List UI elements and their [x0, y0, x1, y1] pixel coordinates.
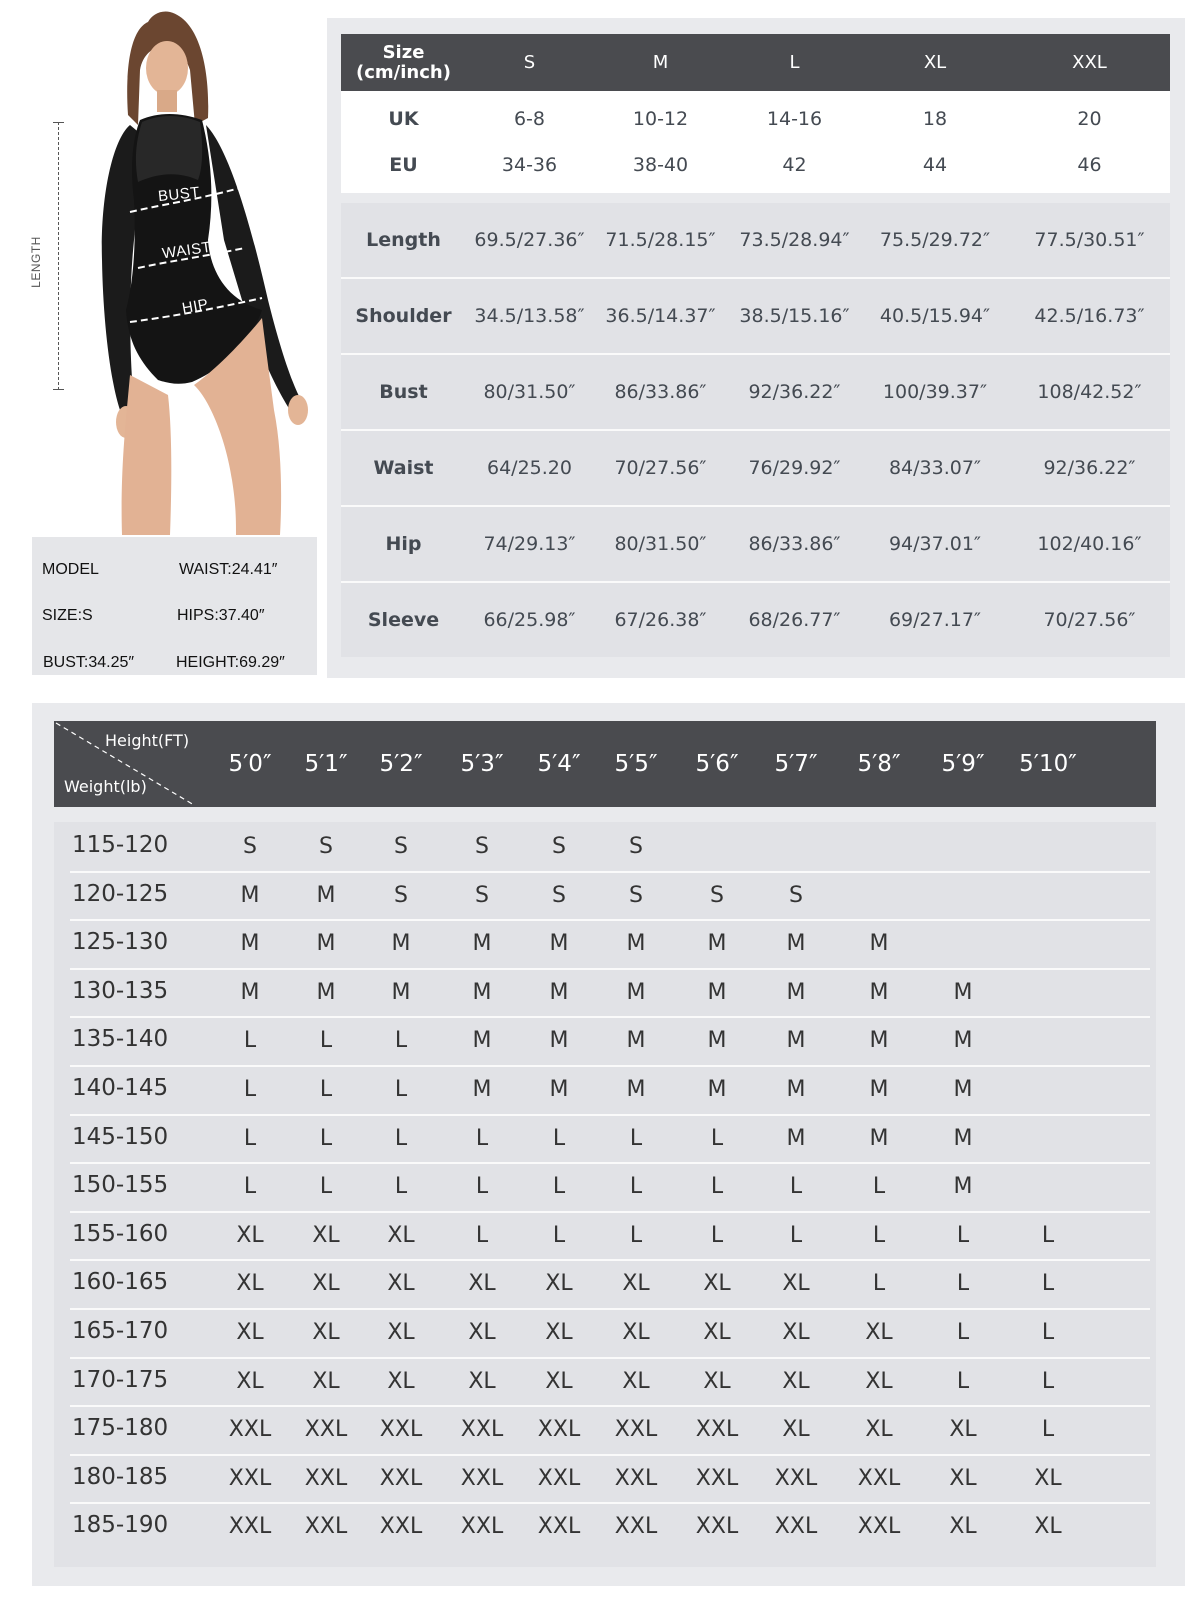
size-recommendation: S — [475, 834, 489, 859]
weight-range: 125-130 — [72, 929, 169, 956]
region-value: 46 — [1077, 154, 1102, 176]
size-recommendation: L — [319, 1174, 333, 1200]
size-recommendation: S — [394, 834, 408, 859]
size-recommendation: XL — [468, 1320, 496, 1345]
weight-row — [70, 871, 1150, 922]
size-recommendation: XL — [703, 1271, 731, 1297]
size-col-header: L — [789, 52, 800, 73]
size-recommendation: S — [629, 834, 643, 859]
size-recommendation: XXL — [228, 1514, 272, 1540]
height-column-header: 5′9″ — [941, 751, 985, 777]
size-recommendation: XXL — [537, 1417, 581, 1443]
size-recommendation: L — [956, 1271, 970, 1297]
size-recommendation: XXL — [614, 1514, 658, 1540]
region-value: 10-12 — [632, 108, 689, 130]
weight-row — [70, 1454, 1150, 1505]
region-value: 20 — [1077, 108, 1102, 130]
size-col-header: M — [652, 52, 669, 73]
size-recommendation: M — [786, 1077, 806, 1102]
size-recommendation: M — [240, 979, 260, 1005]
measurement-value: 68/26.77″ — [748, 609, 841, 631]
measurement-value: 42.5/16.73″ — [1034, 305, 1145, 327]
size-recommendation: XL — [622, 1368, 650, 1394]
size-recommendation: XL — [1034, 1514, 1062, 1540]
weight-row — [70, 1114, 1150, 1165]
weight-range: 130-135 — [72, 977, 169, 1004]
size-recommendation: L — [1041, 1417, 1055, 1443]
size-recommendation: L — [1041, 1320, 1055, 1345]
size-recommendation: XL — [387, 1368, 415, 1394]
measurement-label: Bust — [379, 381, 428, 403]
size-recommendation: M — [240, 931, 260, 957]
weight-row — [70, 968, 1150, 1019]
size-recommendation: M — [626, 1028, 646, 1054]
measurement-value: 66/25.98″ — [483, 609, 576, 631]
size-recommendation: M — [707, 1028, 727, 1054]
measurement-value: 74/29.13″ — [483, 533, 576, 555]
size-recommendation: L — [956, 1222, 970, 1248]
height-column-header: 5′5″ — [614, 751, 658, 777]
size-recommendation: M — [626, 979, 646, 1005]
weight-range: 175-180 — [72, 1415, 169, 1442]
height-column-header: 5′0″ — [228, 751, 272, 777]
size-recommendation: XL — [782, 1320, 810, 1345]
size-recommendation: L — [475, 1222, 489, 1248]
size-recommendation: XL — [949, 1514, 977, 1540]
size-recommendation: S — [475, 882, 489, 908]
size-recommendation: S — [710, 882, 724, 908]
measurement-value: 38.5/15.16″ — [739, 305, 850, 327]
size-recommendation: XL — [387, 1320, 415, 1345]
size-recommendation: M — [869, 1125, 889, 1151]
height-column-header: 5′6″ — [695, 751, 739, 777]
size-recommendation: XL — [782, 1271, 810, 1297]
measurement-value: 94/37.01″ — [888, 533, 982, 555]
weight-row — [70, 1162, 1150, 1213]
size-recommendation: XXL — [614, 1417, 658, 1443]
size-recommendation: M — [549, 1077, 569, 1102]
size-recommendation: L — [629, 1125, 643, 1151]
size-recommendation: XL — [703, 1320, 731, 1345]
size-recommendation: M — [953, 1125, 973, 1151]
length-indicator — [58, 122, 59, 390]
weight-range: 140-145 — [72, 1075, 169, 1101]
model-height: HEIGHT:69.29″ — [176, 654, 285, 671]
weight-range: 170-175 — [72, 1366, 169, 1393]
measurement-row — [341, 355, 1170, 431]
size-header-title — [341, 43, 466, 83]
weight-range: 150-155 — [72, 1172, 169, 1199]
size-recommendation: M — [953, 979, 973, 1005]
weight-range: 155-160 — [72, 1220, 169, 1247]
size-recommendation: S — [319, 834, 333, 859]
size-recommendation: XL — [949, 1465, 977, 1491]
size-recommendation: XXL — [304, 1514, 348, 1540]
measurement-value: 80/31.50″ — [483, 381, 576, 403]
size-recommendation: XXL — [857, 1514, 901, 1540]
weight-range: 120-125 — [72, 880, 169, 907]
measurement-value: 92/36.22″ — [1043, 457, 1136, 479]
size-recommendation: XL — [387, 1222, 415, 1248]
size-recommendation: XXL — [379, 1514, 423, 1540]
size-recommendation: XL — [545, 1320, 573, 1345]
size-recommendation: XXL — [537, 1514, 581, 1540]
size-recommendation: M — [316, 979, 336, 1005]
size-recommendation: XL — [387, 1271, 415, 1297]
size-recommendation: XL — [312, 1271, 340, 1297]
measurement-label: Hip — [385, 533, 422, 555]
size-recommendation: XL — [865, 1320, 893, 1345]
height-column-header: 5′10″ — [1019, 751, 1077, 777]
size-recommendation: XXL — [774, 1514, 818, 1540]
measurement-label: Sleeve — [367, 609, 440, 631]
size-recommendation: XL — [545, 1271, 573, 1297]
weight-axis-label: Weight(lb) — [64, 777, 147, 796]
weight-range: 160-165 — [72, 1269, 169, 1296]
measurement-value: 80/31.50″ — [614, 533, 707, 555]
region-value: 44 — [922, 154, 948, 176]
size-recommendation: L — [243, 1125, 257, 1151]
size-recommendation: XL — [236, 1368, 264, 1394]
size-recommendation: M — [786, 1125, 806, 1151]
region-value: 18 — [922, 108, 948, 130]
model-heading: MODEL — [42, 561, 99, 578]
size-recommendation: M — [786, 979, 806, 1005]
size-recommendation: L — [552, 1222, 566, 1248]
size-recommendation: XL — [468, 1271, 496, 1297]
size-recommendation: L — [789, 1174, 803, 1200]
size-recommendation: XL — [236, 1320, 264, 1345]
measurement-row — [341, 431, 1170, 507]
size-chart-panel — [327, 18, 1185, 678]
size-recommendation: L — [1041, 1222, 1055, 1248]
size-recommendation: XXL — [304, 1417, 348, 1443]
size-recommendation: M — [472, 931, 492, 957]
size-recommendation: XXL — [304, 1465, 348, 1491]
size-col-header: XL — [923, 52, 947, 73]
weight-range: 115-120 — [72, 832, 169, 858]
size-recommendation: XXL — [460, 1465, 504, 1491]
measurement-value: 102/40.16″ — [1037, 533, 1142, 555]
height-column-header: 5′4″ — [537, 751, 581, 777]
size-recommendation: XXL — [379, 1417, 423, 1443]
height-weight-header — [54, 721, 1156, 807]
measurement-value: 70/27.56″ — [1043, 609, 1136, 631]
measurement-row — [341, 583, 1170, 657]
size-recommendation: XL — [949, 1417, 977, 1443]
size-recommendation: M — [953, 1174, 973, 1200]
height-column-header: 5′3″ — [460, 751, 504, 777]
measurement-value: 67/26.38″ — [614, 609, 707, 631]
weight-range: 180-185 — [72, 1463, 169, 1490]
size-recommendation: L — [394, 1125, 408, 1151]
size-recommendation: L — [710, 1174, 724, 1200]
model-illustration — [30, 0, 320, 535]
size-recommendation: L — [956, 1320, 970, 1345]
size-recommendation: XL — [782, 1417, 810, 1443]
measurement-value: 71.5/28.15″ — [605, 229, 716, 251]
size-recommendation: L — [319, 1125, 333, 1151]
measurement-value: 69.5/27.36″ — [474, 229, 585, 251]
size-recommendation: XL — [622, 1320, 650, 1345]
length-label: LENGTH — [29, 236, 43, 288]
size-recommendation: M — [549, 1028, 569, 1054]
measurement-value: 86/33.86″ — [614, 381, 707, 403]
measurement-value: 34.5/13.58″ — [474, 305, 585, 327]
weight-row — [70, 1259, 1150, 1310]
size-recommendation: L — [710, 1222, 724, 1248]
size-recommendation: L — [475, 1174, 489, 1200]
measurement-value: 73.5/28.94″ — [739, 229, 850, 251]
size-chart-header — [341, 34, 1170, 91]
measurement-label: Shoulder — [355, 305, 452, 327]
size-recommendation: XXL — [460, 1417, 504, 1443]
size-recommendation: XXL — [857, 1465, 901, 1491]
size-recommendation: L — [872, 1222, 886, 1248]
weight-range: 135-140 — [72, 1026, 169, 1053]
size-recommendation: XXL — [460, 1514, 504, 1540]
measurement-row — [341, 507, 1170, 583]
size-recommendation: L — [394, 1077, 408, 1102]
waist-label: WAIST — [161, 238, 213, 263]
size-recommendation: XL — [865, 1417, 893, 1443]
measurement-value: 100/39.37″ — [882, 381, 988, 403]
size-recommendation: M — [316, 882, 336, 908]
height-weight-panel — [32, 703, 1185, 1586]
size-recommendation: XL — [703, 1368, 731, 1394]
size-recommendation: XXL — [695, 1514, 739, 1540]
height-axis-label: Height(FT) — [105, 731, 190, 750]
hip-label: HIP — [180, 295, 210, 318]
size-recommendation: M — [391, 979, 411, 1005]
bust-label: BUST — [157, 183, 201, 206]
size-recommendation: L — [319, 1028, 333, 1054]
region-value: 42 — [782, 154, 807, 176]
measurement-value: 77.5/30.51″ — [1034, 229, 1145, 251]
size-recommendation: L — [552, 1174, 566, 1200]
measurement-label: Waist — [373, 457, 434, 479]
measurement-value: 36.5/14.37″ — [605, 305, 716, 327]
measurements — [341, 203, 1170, 657]
height-column-header: 5′1″ — [304, 751, 348, 777]
size-recommendation: XL — [312, 1368, 340, 1394]
weight-range: 145-150 — [72, 1123, 169, 1150]
size-recommendation: S — [243, 834, 257, 859]
model-bust: BUST:34.25″ — [43, 654, 135, 671]
region-label: UK — [388, 108, 419, 130]
weight-range: 165-170 — [72, 1318, 169, 1344]
size-chart-table — [341, 34, 1170, 657]
weight-row — [70, 1016, 1150, 1067]
measurement-value: 75.5/29.72″ — [879, 229, 991, 251]
size-recommendation: L — [789, 1222, 803, 1248]
measurement-row — [341, 279, 1170, 355]
size-recommendation: M — [626, 1077, 646, 1102]
size-recommendation: L — [872, 1271, 886, 1297]
size-recommendation: XL — [545, 1368, 573, 1394]
size-recommendation: L — [475, 1125, 489, 1151]
size-recommendation: XXL — [379, 1465, 423, 1491]
size-recommendation: XL — [782, 1368, 810, 1394]
weight-row — [70, 1065, 1150, 1116]
size-recommendation: M — [869, 1028, 889, 1054]
size-recommendation: M — [786, 1028, 806, 1054]
region-value: 38-40 — [632, 154, 689, 176]
size-recommendation: XXL — [537, 1465, 581, 1491]
region-value: 34-36 — [501, 154, 558, 176]
size-recommendation: L — [629, 1222, 643, 1248]
measurement-value: 92/36.22″ — [748, 381, 841, 403]
size-recommendation: M — [869, 931, 889, 957]
size-recommendation: L — [243, 1174, 257, 1200]
measurement-value: 64/25.20 — [487, 457, 572, 479]
size-recommendation: L — [710, 1125, 724, 1151]
size-col-header: S — [523, 52, 536, 73]
height-column-header: 5′7″ — [774, 751, 818, 777]
size-recommendation: L — [629, 1174, 643, 1200]
size-recommendation: XXL — [614, 1465, 658, 1491]
region-value: 6-8 — [513, 108, 546, 130]
measurement-label: Length — [366, 229, 441, 251]
weight-row — [70, 1357, 1150, 1408]
size-recommendation: XXL — [695, 1465, 739, 1491]
size-recommendation: M — [549, 979, 569, 1005]
size-recommendation: S — [789, 882, 803, 908]
size-recommendation: M — [240, 882, 260, 908]
measurement-value: 69/27.17″ — [888, 609, 982, 631]
size-recommendation: S — [552, 834, 566, 859]
size-recommendation: XXL — [774, 1465, 818, 1491]
measurement-value: 84/33.07″ — [888, 457, 982, 479]
size-recommendation: M — [626, 931, 646, 957]
size-recommendation: L — [1041, 1368, 1055, 1394]
size-recommendation: XXL — [695, 1417, 739, 1443]
size-recommendation: L — [956, 1368, 970, 1394]
size-recommendation: M — [786, 931, 806, 957]
size-header-line1: Size — [382, 41, 425, 63]
region-row — [341, 142, 1170, 188]
size-recommendation: XL — [468, 1368, 496, 1394]
size-recommendation: XL — [312, 1320, 340, 1345]
size-recommendation: M — [707, 1077, 727, 1102]
size-header-line2: (cm/inch) — [356, 61, 451, 83]
size-recommendation: M — [869, 979, 889, 1005]
size-recommendation: XL — [865, 1368, 893, 1394]
size-recommendation: M — [707, 931, 727, 957]
size-recommendation: M — [472, 1028, 492, 1054]
size-recommendation: L — [319, 1077, 333, 1102]
size-recommendation: L — [872, 1174, 886, 1200]
region-sizes — [341, 91, 1170, 193]
size-recommendation: S — [552, 882, 566, 908]
model-waist: WAIST:24.41″ — [179, 561, 278, 578]
size-recommendation: XXL — [228, 1417, 272, 1443]
size-recommendation: M — [953, 1077, 973, 1102]
size-recommendation: XL — [312, 1222, 340, 1248]
size-recommendation: L — [1041, 1271, 1055, 1297]
size-recommendation: M — [869, 1077, 889, 1102]
size-recommendation: L — [552, 1125, 566, 1151]
size-recommendation: M — [316, 931, 336, 957]
model-size: SIZE:S — [42, 607, 93, 624]
size-recommendation: XL — [236, 1271, 264, 1297]
height-column-header: 5′8″ — [857, 751, 901, 777]
size-recommendation: M — [472, 1077, 492, 1102]
size-recommendation: M — [472, 979, 492, 1005]
size-recommendation: XXL — [228, 1465, 272, 1491]
measurement-row — [341, 203, 1170, 279]
model-info-box — [32, 537, 317, 675]
measurement-value: 40.5/15.94″ — [879, 305, 991, 327]
measurement-value: 70/27.56″ — [614, 457, 707, 479]
size-recommendation: M — [707, 979, 727, 1005]
measurement-value: 86/33.86″ — [748, 533, 841, 555]
size-recommendation: L — [394, 1174, 408, 1200]
height-column-header: 5′2″ — [379, 751, 423, 777]
weight-row — [70, 919, 1150, 970]
size-col-header: XXL — [1072, 52, 1107, 73]
size-recommendation: M — [549, 931, 569, 957]
size-recommendation: S — [394, 882, 408, 908]
weight-row — [70, 822, 1150, 873]
model-figure — [30, 0, 320, 535]
model-hips: HIPS:37.40″ — [177, 607, 265, 624]
size-recommendation: XL — [622, 1271, 650, 1297]
region-row — [341, 96, 1170, 142]
size-recommendation: XL — [236, 1222, 264, 1248]
region-value: 14-16 — [766, 108, 823, 130]
size-recommendation: S — [629, 882, 643, 908]
size-recommendation: L — [243, 1028, 257, 1054]
size-recommendation: M — [953, 1028, 973, 1054]
size-recommendation: M — [391, 931, 411, 957]
weight-row — [70, 1308, 1150, 1359]
size-recommendation: XL — [1034, 1465, 1062, 1491]
measurement-value: 76/29.92″ — [748, 457, 841, 479]
weight-row — [70, 1405, 1150, 1456]
measurement-value: 108/42.52″ — [1037, 381, 1142, 403]
region-label: EU — [389, 154, 418, 176]
weight-row — [70, 1211, 1150, 1262]
size-recommendation: L — [243, 1077, 257, 1102]
height-weight-body — [54, 822, 1156, 1567]
weight-range: 185-190 — [72, 1512, 169, 1539]
size-recommendation: L — [394, 1028, 408, 1054]
weight-row — [70, 1502, 1150, 1551]
